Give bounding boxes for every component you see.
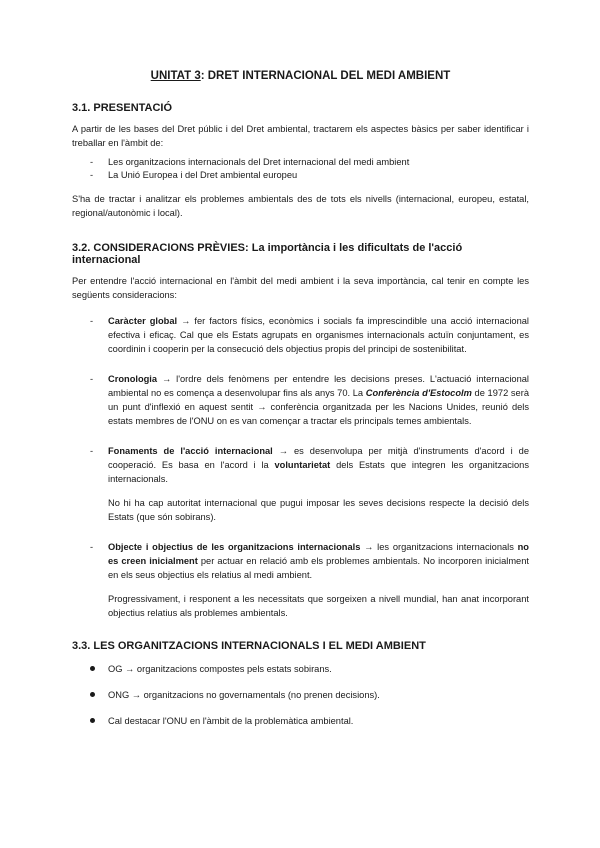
consideration-text [108,372,529,428]
list-item-text: Les organitzacions internacionals del Dret internacional del medi ambient [108,157,410,167]
section1-intro: A partir de les bases del Dret públic i del Dret ambiental, tractarem els aspectes bàsics per saber identificar i treballar en l'àmbit de: [72,124,529,148]
term-description-cont: per actuar en relació amb els problemes ambientals. No incorporen inicialment en els seus objectius els relatius al medi ambient. [108,556,529,580]
bullet-text: Cal destacar l'ONU en l'àmbit de la problemàtica ambiental. [108,716,354,726]
list-item [72,169,529,182]
section-heading-presentacio: 3.1. PRESENTACIÓ [72,102,173,114]
heading-bold-part: 3.2. CONSIDERACIONS PRÈVIES: [72,242,252,254]
section-heading-consideracions [72,242,529,266]
dash-marker: - [90,446,94,456]
section1-outro: S'ha de tractar i analitzar els problemes ambientals des de tots els nivells (internacional, europeu, estatal, regional/autonòmic i local). [72,194,529,218]
emphasis-no-es-creen: no es creen inicialment [108,542,529,566]
document-title [72,70,529,82]
title-unit: UNITAT 3 [150,70,201,82]
section1-list [72,156,529,182]
term-fonaments: Fonaments de l'acció internacional [108,446,273,456]
bullet-icon [90,718,95,723]
list-item-text: La Unió Europea i del Dret ambiental europeu [108,170,298,180]
bullet-text: ONG → organitzacions no governamentals (no prenen decisions). [108,690,380,700]
dash-marker: - [90,157,94,167]
term-description-cont: dels Estats que integren les organitzacions internacionals. [108,460,529,484]
dash-marker: - [90,542,94,552]
consideration-para2: Progressivament, i responent a les necessitats que sorgeixen a nivell mundial, han anat incorporant objectius relatius als problemes ambientals. [108,594,529,618]
term-caracter-global: Caràcter global [108,316,178,326]
bullet-icon [90,692,95,697]
consideration-item [72,372,529,428]
consideration-item [72,314,529,356]
consideration-para2: No hi ha cap autoritat internacional que pugui imposar les seves decisions respecte la decisió dels Estats (que són sobirans). [108,498,529,522]
bullet-icon [90,666,95,671]
bullet-item [72,714,529,728]
title-rest: : DRET INTERNACIONAL DEL MEDI AMBIENT [200,70,451,82]
dash-marker: - [90,374,94,384]
term-description-cont: de 1972 serà un punt d'inflexió en aquest sentit → conferència organitzada per les Nacions Unides, reunió dels estats membres de l'ONU on es van començar a tractar els principals temes ambientals. [108,388,529,426]
section2-intro: Per entendre l'acció internacional en l'àmbit del medi ambient i la seva importància, cal tenir en compte les següents consideracions: [72,276,529,300]
consideration-text [108,540,529,582]
term-objecte-objectius: Objecte i objectius de les organitzacions internacionals [108,542,361,552]
bullet-item [72,688,529,702]
term-description: → l'ordre dels fenòmens per entendre les decisions preses. L'actuació internacional ambiental no es comença a desenvolupar fins als anys 70. La [108,374,529,398]
emphasis-voluntarietat: voluntarietat [274,460,331,470]
term-cronologia: Cronologia [108,374,158,384]
consideration-item [72,444,529,524]
consideration-item [72,540,529,620]
term-description: → les organitzacions internacionals [360,542,518,552]
consideration-text [108,444,529,486]
dash-marker: - [90,170,94,180]
term-description: → es desenvolupa per mitjà d'instruments d'acord i de cooperació. Es basa en l'acord i la [108,446,529,470]
term-description: → fer factors físics, econòmics i socials fa imprescindible una acció internacional efectiva i eficaç. Cal que els Estats agrupats en organismes internacionals actuïn conjuntament, es coordinin i cooperin per la consecució dels objectius propis del principi de sostenibilitat. [108,316,529,354]
consideration-text [108,314,529,356]
section-heading-organitzacions: 3.3. LES ORGANITZACIONS INTERNACIONALS I EL MEDI AMBIENT [72,640,426,652]
dash-marker: - [90,316,94,326]
conference-name: Conferència d'Estocolm [365,388,472,398]
bullet-item [72,662,529,676]
heading-rest-part: La importància i les dificultats de l'acció internacional [72,242,463,266]
list-item [72,156,529,169]
document-page [72,70,529,740]
bullet-text: OG → organitzacions compostes pels estats sobirans. [108,664,332,674]
